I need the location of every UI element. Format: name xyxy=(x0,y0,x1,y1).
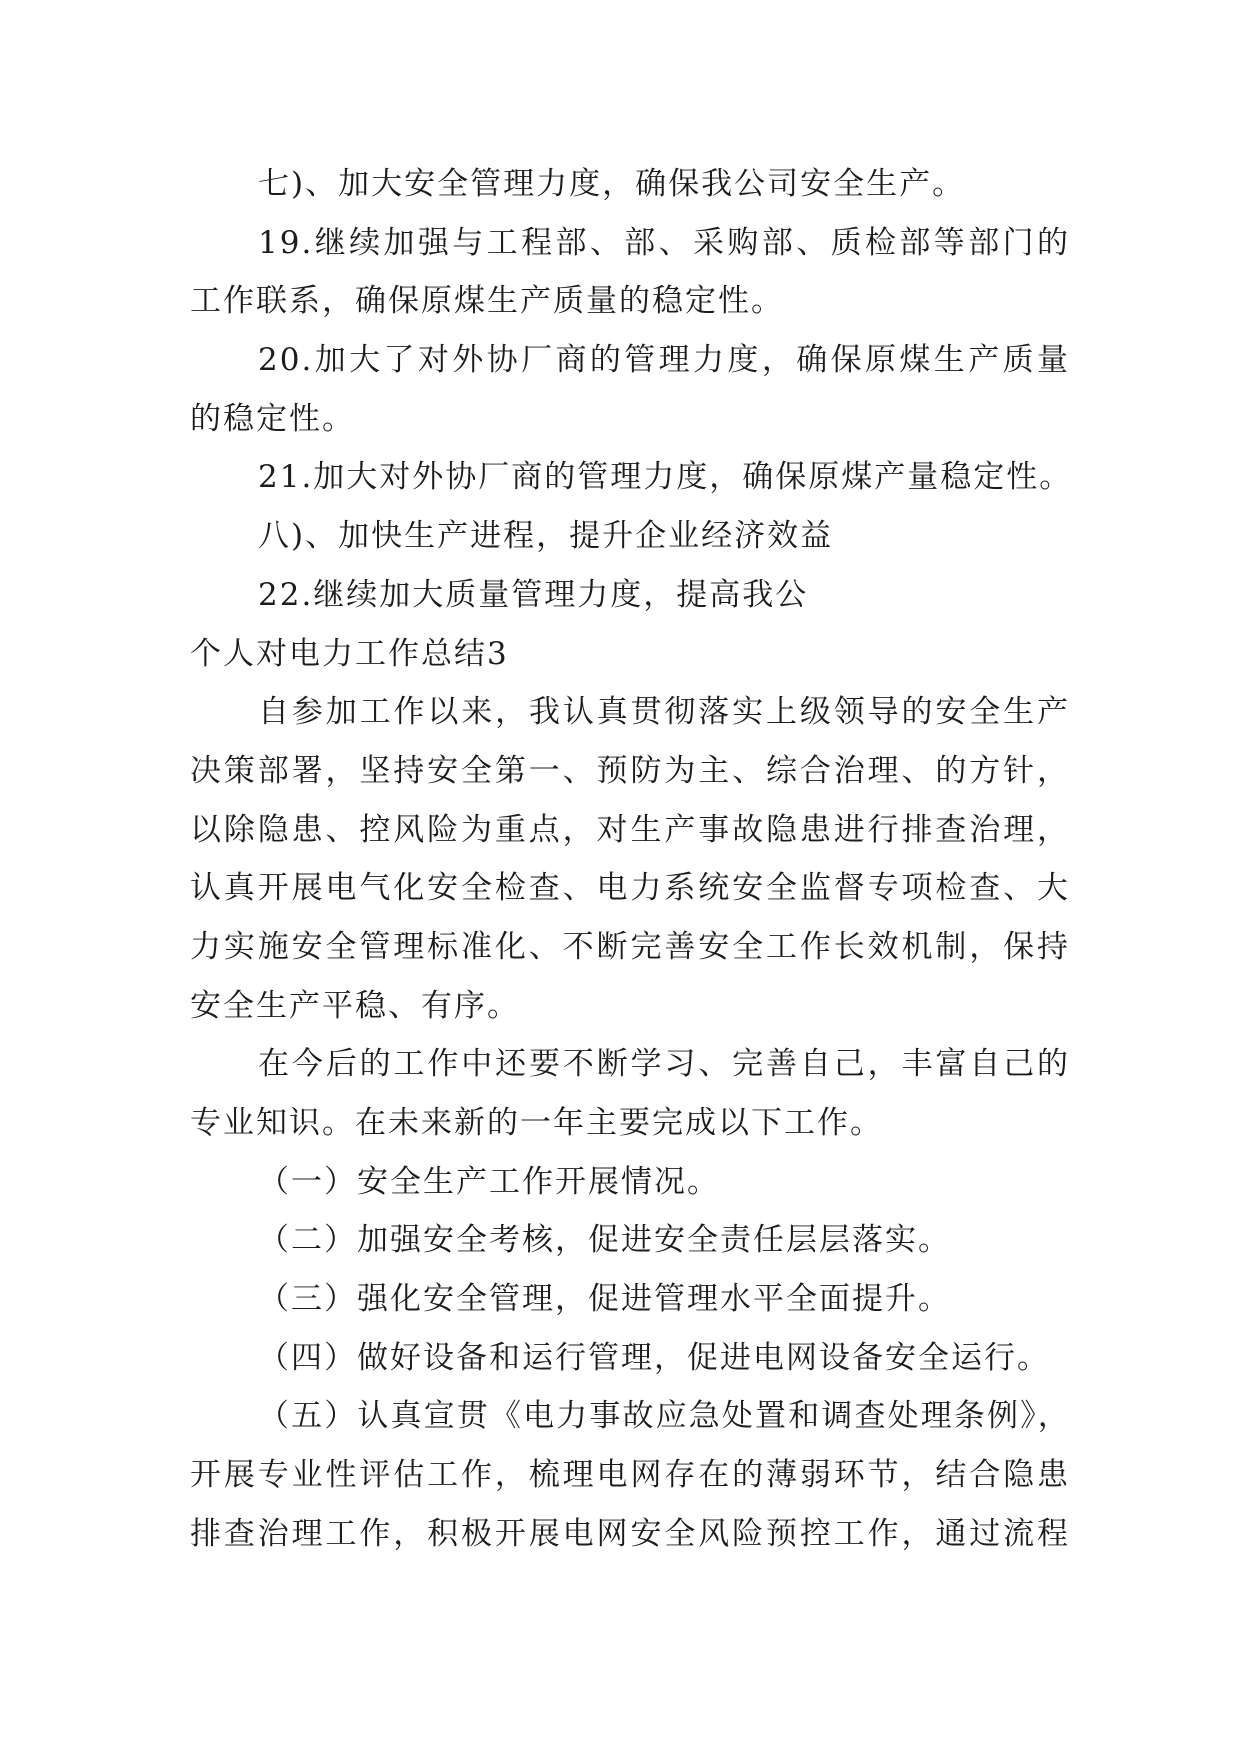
paragraph-item-20 xyxy=(190,331,1070,448)
list-item-5 xyxy=(190,1387,1070,1563)
text-line: 七)、加大安全管理力度，确保我公司安全生产。 xyxy=(258,166,966,202)
list-item-3 xyxy=(190,1270,1070,1329)
section-heading xyxy=(190,625,1070,684)
paragraph-intro xyxy=(190,683,1070,1035)
text-line: 在今后的工作中还要不断学习、完善自己，丰富自己的 xyxy=(258,1046,1070,1083)
text-line: 专业知识。在未来新的一年主要完成以下工作。 xyxy=(190,1105,883,1141)
text-line: 22.继续加大质量管理力度，提高我公 xyxy=(258,576,809,613)
list-item-4 xyxy=(190,1329,1070,1388)
paragraph-item-7 xyxy=(190,155,1070,214)
text-line: （一）安全生产工作开展情况。 xyxy=(258,1163,720,1200)
text-line: （五）认真宣贯《电力事故应急处置和调查处理条例》， xyxy=(258,1398,1070,1435)
text-line: 19.继续加强与工程部、部、采购部、质检部等部门的 xyxy=(258,224,1070,261)
paragraph-plan xyxy=(190,1035,1070,1152)
text-line: （三）强化安全管理，促进管理水平全面提升。 xyxy=(258,1281,951,1318)
text-line: 开展专业性评估工作，梳理电网存在的薄弱环节，结合隐患 xyxy=(190,1457,1070,1494)
list-item-1 xyxy=(190,1153,1070,1212)
paragraph-item-22 xyxy=(190,566,1070,625)
document-body xyxy=(190,155,1073,1564)
list-item-2 xyxy=(190,1211,1070,1270)
paragraph-item-8 xyxy=(190,507,1070,566)
paragraph-item-19 xyxy=(190,214,1070,331)
text-line: 自参加工作以来，我认真贯彻落实上级领导的安全生产 xyxy=(258,694,1070,731)
text-line: 排查治理工作，积极开展电网安全风险预控工作，通过流程 xyxy=(190,1515,1070,1552)
text-line: 以除隐患、控风险为重点，对生产事故隐患进行排查治理， xyxy=(190,811,1070,848)
section-title: 个人对电力工作总结3 xyxy=(190,635,509,672)
text-line: 决策部署，坚持安全第一、预防为主、综合治理、的方针， xyxy=(190,752,1070,789)
paragraph-item-21 xyxy=(190,448,1073,507)
text-line: 20.加大了对外协厂商的管理力度，确保原煤生产质量 xyxy=(258,342,1070,379)
text-line: 八)、加快生产进程，提升企业经济效益 xyxy=(258,518,834,555)
text-line: （四）做好设备和运行管理，促进电网设备安全运行。 xyxy=(258,1339,1050,1376)
text-line: 21.加大对外协厂商的管理力度，确保原煤产量稳定性。 xyxy=(258,459,1073,496)
text-line: 力实施安全管理标准化、不断完善安全工作长效机制，保持 xyxy=(190,928,1070,965)
text-line: 认真开展电气化安全检查、电力系统安全监督专项检查、大 xyxy=(190,870,1070,907)
text-line: 安全生产平稳、有序。 xyxy=(190,987,520,1024)
text-line: 工作联系，确保原煤生产质量的稳定性。 xyxy=(190,283,784,320)
text-line: （二）加强安全考核，促进安全责任层层落实。 xyxy=(258,1222,951,1259)
text-line: 的稳定性。 xyxy=(190,400,355,437)
